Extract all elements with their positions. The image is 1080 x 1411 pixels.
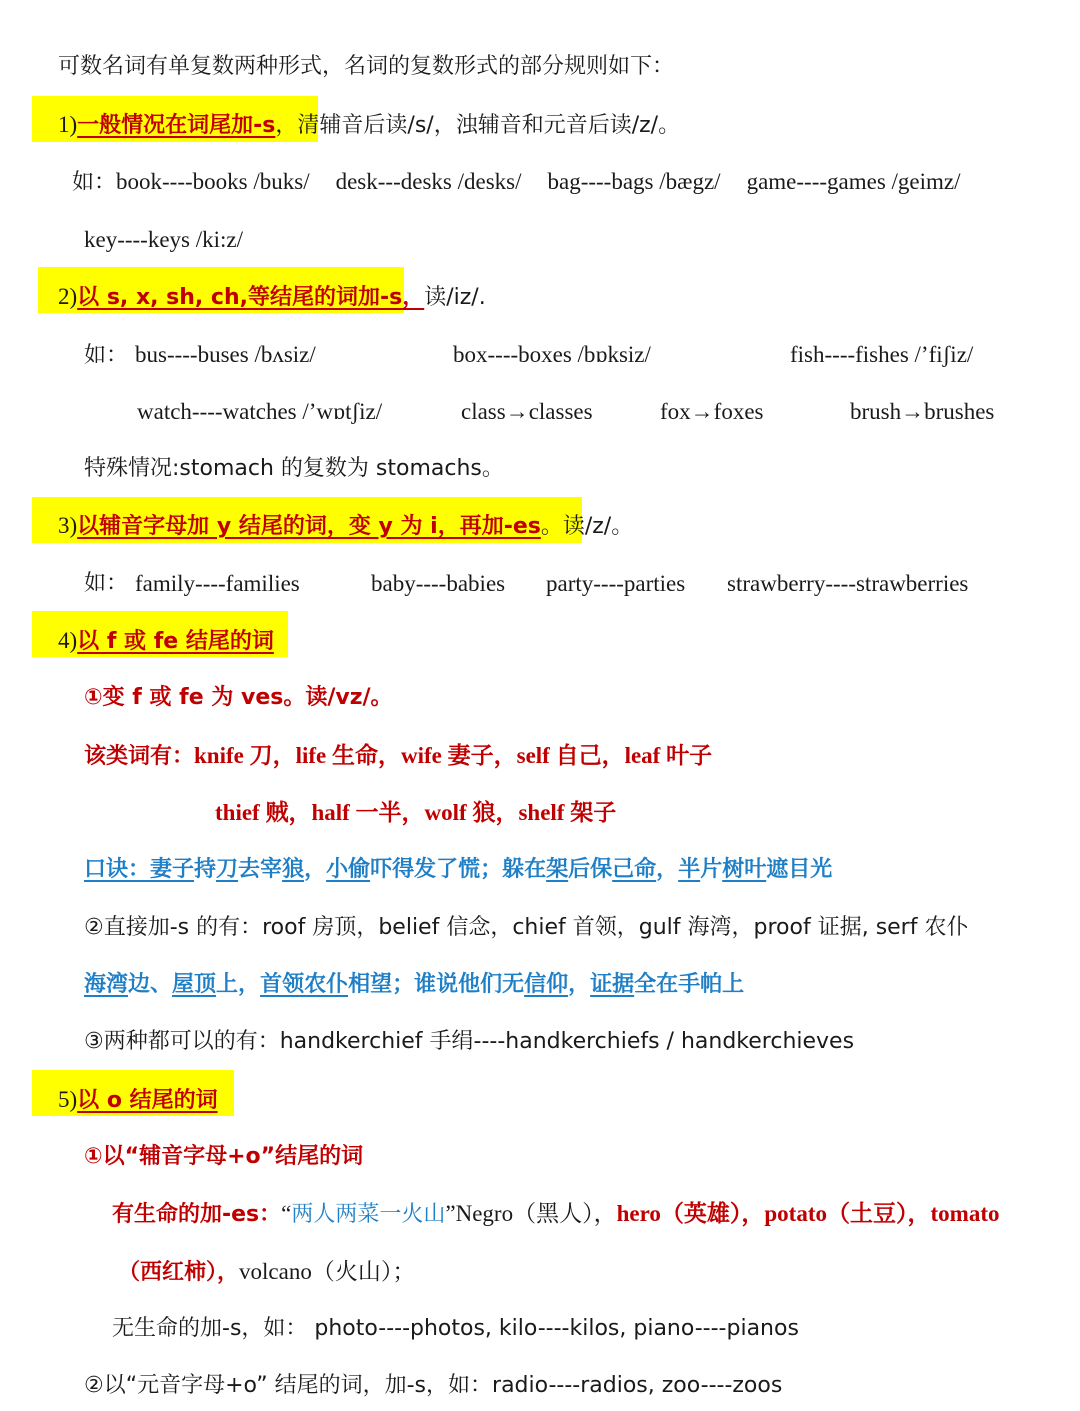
rule4-sub1: ①变 f 或 fe 为 ves。读/vz/。 (84, 685, 393, 710)
example-item: class→classes (461, 399, 593, 424)
rule4-heading (58, 626, 274, 657)
mnemonic-segment: 首领农仆 (260, 972, 349, 997)
mnemonic-segment: 刀 (216, 857, 239, 882)
mnemonic-segment: ， (568, 972, 591, 997)
mnemonic-segment: 边、 (128, 972, 173, 997)
example-item: strawberry----strawberries (727, 571, 969, 596)
mnemonic-segment: 树叶 (722, 857, 767, 882)
words-list: knife 刀，life 生命，wife 妻子，self 自己，leaf 叶子 (194, 743, 713, 768)
example-item: watch----watches /’wɒtʃiz/ (137, 399, 383, 424)
mnemonic-segment: 小偷 (326, 857, 371, 882)
rule1-examples (72, 167, 961, 198)
mnemonic-segment: 相望；谁说他们无 (348, 972, 525, 997)
rule4-number: 4) (58, 628, 78, 653)
mnemonic-segment: 屋顶 (172, 972, 217, 997)
rule1-examples-2: key----keys /ki:z/ (84, 227, 244, 252)
mnemonic-segment: 遮目光 (766, 857, 833, 882)
mnemonic-segment: 上， (216, 972, 261, 997)
rule3-heading (58, 511, 633, 542)
example-item: box----boxes /bɒksiz/ (453, 342, 651, 367)
living-volcano: volcano（火山）； (239, 1259, 416, 1284)
rule5-sub1: ①以“辅音字母+o”结尾的词 (84, 1144, 364, 1169)
mnemonic-segment: 片 (700, 857, 723, 882)
example-item: bus----buses /bʌsiz/ (135, 342, 316, 367)
rule2-title: 以 s, x, sh, ch,等结尾的词加-s， (77, 285, 425, 310)
rule5-heading (58, 1085, 218, 1116)
rule5-number: 5) (58, 1087, 78, 1112)
mnemonic-segment: 海湾 (84, 972, 129, 997)
example-item: brush→brushes (850, 399, 995, 424)
words-label: 该类词有： (84, 744, 195, 769)
mnemonic-segment: 口诀：妻子 (84, 857, 195, 882)
living-label: 有生命的加-es： (112, 1202, 282, 1227)
rule1-heading (58, 110, 680, 141)
example-item: fox→foxes (660, 399, 764, 424)
mnemonic-segment: 去宰 (238, 857, 283, 882)
rule1-rest: ，清辅音后读/s/，浊辅音和元音后读/z/。 (275, 113, 681, 138)
rule3-title: 以辅音字母加 y 结尾的词，变 y 为 i，再加-es (77, 514, 541, 539)
rule5-title: 以 o 结尾的词 (77, 1088, 218, 1113)
example-item: bag----bags /bægz/ (547, 169, 721, 194)
mnemonic-1 (84, 855, 832, 885)
mnemonic-segment: 全在手帕上 (634, 972, 745, 997)
mnemonic-segment: 吓得发了慌；躲在 (370, 857, 547, 882)
rule4-words-1 (84, 741, 712, 772)
example-item: game----games /geimz/ (746, 169, 961, 194)
rule1-title: 一般情况在词尾加-s (77, 113, 276, 138)
example-prefix: 如： (72, 170, 117, 195)
example-item: fish----fishes /’fiʃiz/ (790, 342, 974, 367)
rule2-number: 2) (58, 284, 78, 309)
example-item: party----parties (546, 571, 686, 596)
example-item: book----books /buks/ (116, 169, 310, 194)
rule4-title: 以 f 或 fe 结尾的词 (77, 629, 274, 654)
rule4-words-2: thief 贼，half 一半，wolf 狼，shelf 架子 (215, 800, 617, 825)
rule5-living-line1 (112, 1199, 999, 1230)
rule3-number: 3) (58, 513, 78, 538)
living-words-cont: （西红柿）， (118, 1260, 240, 1285)
mnemonic-segment: 持 (194, 857, 217, 882)
quote-open: “ (281, 1201, 292, 1226)
rule2-examples (84, 340, 128, 371)
rule2-rest: 读/iz/. (424, 285, 486, 310)
mnemonic-segment: 信仰 (524, 972, 569, 997)
example-prefix: 如： (84, 571, 129, 596)
rule3-rest: 。读/z/。 (540, 514, 634, 539)
mnemonic-2 (84, 970, 744, 1000)
quote-close: ” (445, 1201, 456, 1226)
mnemonic-segment: 己命 (612, 857, 657, 882)
example-prefix: 如： (84, 343, 129, 368)
rule5-living-line2 (118, 1257, 415, 1288)
mnemonic-segment: 后保 (568, 857, 613, 882)
living-mnemonic: 两人两菜一火山 (291, 1202, 446, 1227)
mnemonic-segment: 狼 (282, 857, 305, 882)
mnemonic-segment: 证据 (590, 972, 635, 997)
rule2-heading (58, 282, 486, 313)
mnemonic-segment: 架 (546, 857, 569, 882)
intro-text: 可数名词有单复数两种形式，名词的复数形式的部分规则如下： (58, 54, 675, 79)
example-item: family----families (135, 571, 300, 596)
mnemonic-segment: ， (304, 857, 327, 882)
rule5-nonliving: 无生命的加-s，如： photo----photos, kilo----kilos, piano----pianos (112, 1316, 799, 1341)
rule1-number: 1) (58, 112, 78, 137)
example-item: desk---desks /desks/ (335, 169, 522, 194)
rule4-sub3: ③两种都可以的有：handkerchief 手绢----handkerchiefs / handkerchieves (84, 1029, 855, 1054)
example-item: baby----babies (371, 571, 506, 596)
rule4-sub2: ②直接加-s 的有：roof 房顶，belief 信念，chief 首领，gulf 海湾，proof 证据, serf 农仆 (84, 915, 969, 940)
living-words: hero（英雄），potato（土豆），tomato (616, 1201, 1000, 1226)
rule5-sub2: ②以“元音字母+o” 结尾的词，加-s，如：radio----radios, zoo----zoos (84, 1373, 783, 1398)
mnemonic-segment: 半 (678, 857, 701, 882)
rule2-special: 特殊情况:stomach 的复数为 stomachs。 (84, 456, 504, 481)
living-negro: Negro（黑人）， (455, 1201, 617, 1226)
mnemonic-segment: ， (656, 857, 679, 882)
